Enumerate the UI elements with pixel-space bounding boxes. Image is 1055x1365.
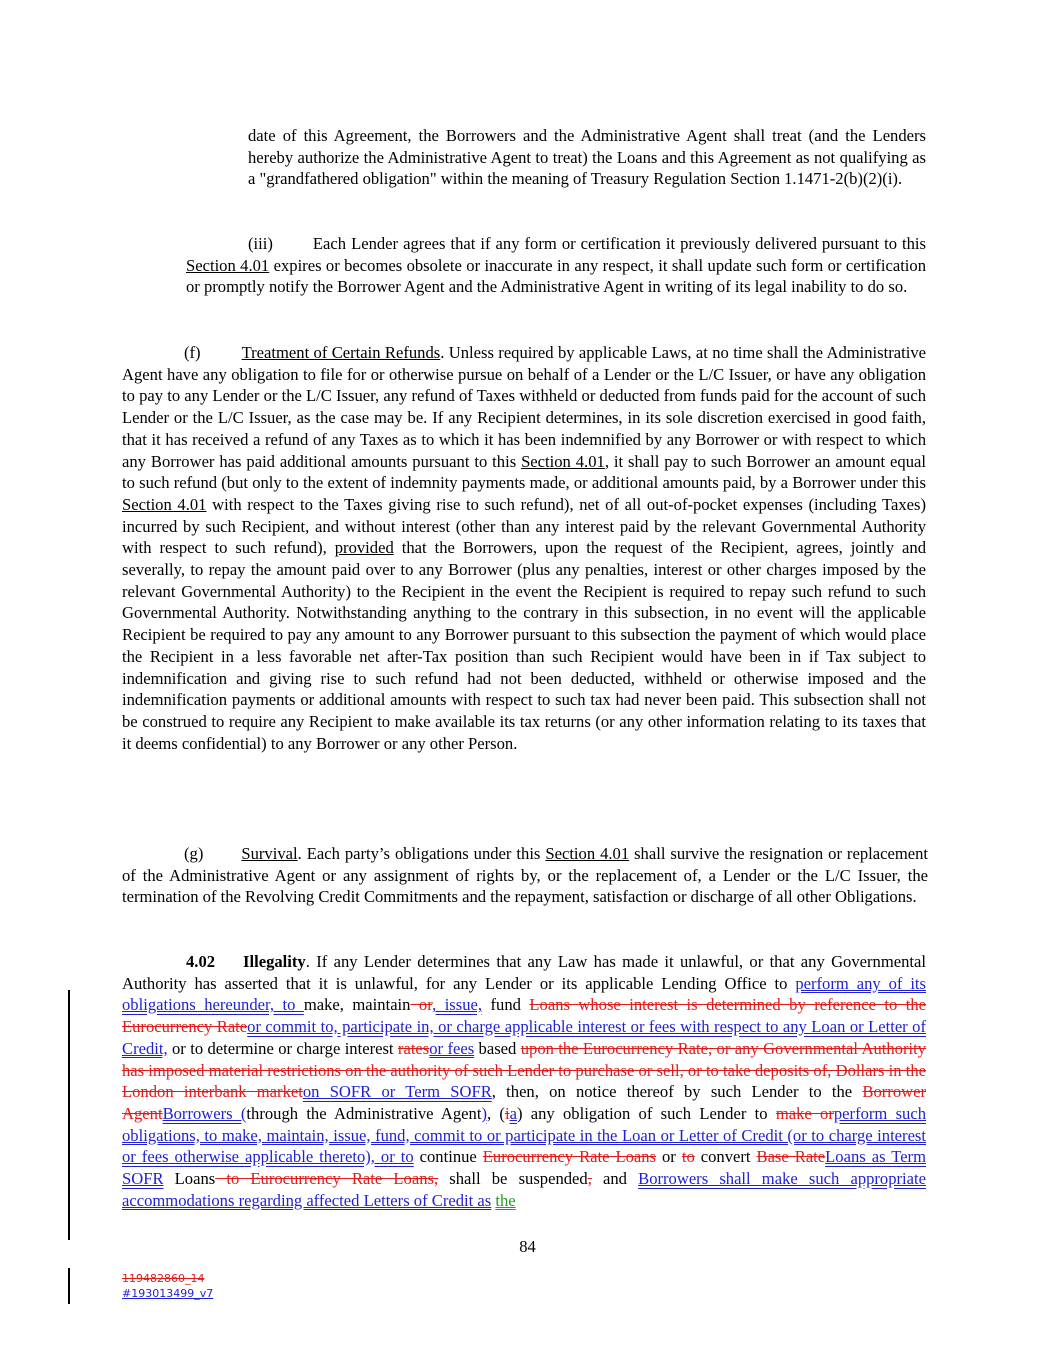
inserted-text: or commit to, participate in, or charge applicable interest or fees with respect to any Loan or Letter of Credit, (122, 1017, 926, 1058)
inserted-text: a (509, 1103, 517, 1123)
inserted-text: or fees (429, 1038, 475, 1058)
deleted-text: Loans whose interest is determined by reference to the Eurocurrency Rate (122, 995, 927, 1037)
inserted-text: Borrowers shall make such appropriate accommodations regarding affected Letters of Credit as (122, 1169, 927, 1210)
deleted-text: make or (775, 1103, 834, 1123)
deleted-text: Base Rate (756, 1147, 826, 1167)
section-4-02-illegality: 4.02 Illegality. If any Lender determines that any Law has made it unlawful, or that any Governmental Authority has asserted that it is unlawful, for any Lender or its applicable Lending Office to perform any of its obligations hereunder, to make, maintain or, issue, fund Loans whose interest is determined by reference to the Eurocurrency Rateor commit to, participate in, or charge applicable interest or fees with respect to any Loan or Letter of Credit, or to determine or charge interest ratesor fees based upon the Eurocurrency Rate, or any Governmental Authority has imposed material restrictions on the authority of such Lender to purchase or sell, or to take deposits of, Dollars in the London interbank marketon SOFR or Term SOFR, then, on notice thereof by such Lender to the Borrower AgentBorrowers (through the Administrative Agent), (ia) any obligation of such Lender to make orperform such obligations, to make, maintain, issue, fund, commit to or participate in the Loan or Letter of Credit (or to charge interest or fees otherwise applicable thereto), or to continue Eurocurrency Rate Loans or to convert Base RateLoans as Term SOFR Loans to Eurocurrency Rate Loans, shall be suspended, and Borrowers shall make such appropriate accommodations regarding affected Letters of Credit as the (122, 952, 927, 1210)
deleted-text: Borrower Agent (122, 1082, 926, 1123)
inserted-text: ) (481, 1103, 487, 1123)
deleted-text: upon the Eurocurrency Rate, or any Governmental Authority has imposed material restrictions on the authority of such Lender to purchase or sell, or to take deposits of, Dollars in the London interbank market (122, 1038, 926, 1102)
section-heading: Treatment of Certain Refunds (241, 343, 441, 362)
paragraph-f-refunds: (f) Treatment of Certain Refunds. Unless required by applicable Laws, at no time shall the Administrative Agent have any obligation to file for or otherwise pursue on behalf of a Lender or the L/C Issuer, or have any obligation to pay to any Lender or the L/C Issuer, any refund of Taxes withheld or deducted from funds paid for the account of such Lender or the L/C Issuer, as the case may be. If any Recipient determines, in its sole discretion exercised in good faith, that it has received a refund of any Taxes as to which it has been indemnified by any Borrower or with respect to which any Borrower has paid additional amounts pursuant to this Section 4.01, it shall pay to such Borrower an amount equal to such refund (but only to the extent of indemnity payments made, or additional amounts paid, by a Borrower under this Section 4.01 with respect to the Taxes giving rise to such refund), net of all out-of-pocket expenses (including Taxes) incurred by such Recipient, and without interest (other than any interest paid by the relevant Governmental Authority with respect to such refund), provided that the Borrowers, upon the request of the Recipient, agrees, jointly and severally, to repay the amount paid over to any Borrower (plus any penalties, interest or other charges imposed by the relevant Governmental Authority) to the Recipient in the event the Recipient is required to repay such refund to such Governmental Authority. Notwithstanding anything to the contrary in this subsection, in no event will the applicable Recipient be required to pay any amount to any Borrower pursuant to this subsection the payment of which would place the Recipient in a less favorable net after-Tax position than such Recipient would have been in if Tax subject to indemnification and giving rise to such refund had not been deducted, withheld or otherwise imposed and the indemnification payments or additional amounts with respect to such tax had never been paid. This subsection shall not be construed to require any Recipient to make available its tax returns (or any other information relating to its taxes that it deems confidential) to any Borrower or any other Person. (122, 343, 927, 753)
change-bar (68, 1268, 70, 1304)
paragraph-g-survival: (g) Survival. Each party’s obligations under this Section 4.01 shall survive the resignation or replacement of the Administrative Agent or any assignment of rights by, or the replacement of, a Lender or the L/C Issuer, the termination of the Revolving Credit Commitments and the repayment, satisfaction or discharge of all other Obligations. (122, 844, 929, 907)
inserted-text: , issue, (432, 995, 483, 1015)
change-bar (68, 990, 70, 1240)
clause-number: (iii) (248, 234, 273, 253)
deleted-text: Eurocurrency Rate Loans (482, 1147, 657, 1167)
old-document-id: 119482860_14 (122, 1272, 205, 1285)
inserted-text: on SOFR or Term SOFR (302, 1082, 492, 1102)
paragraph-iii: (iii) Each Lender agrees that if any form or certification it previously delivered pursuant to this Section 4.01 expires or becomes obsolete or inaccurate in any respect, it shall update such form or certification or promptly notify the Borrower Agent and the Administrative Agent in writing of its legal inability to do so. (186, 234, 927, 297)
clause-number: (g) (184, 844, 204, 863)
inserted-text: perform any of its obligations hereunder, to (122, 973, 926, 1015)
inserted-text: Loans as Term SOFR (122, 1147, 926, 1189)
deleted-text: to Eurocurrency Rate Loans, (215, 1169, 439, 1189)
paragraph-grandfathered: date of this Agreement, the Borrowers and the Administrative Agent shall treat (and the Lenders hereby authorize the Administrative Agent to treat) the Loans and this Agreement as not qualifying as a "grandfathered obligation" within the meaning of Treasury Regulation Section 1.1471-2(b)(2)(i). (248, 126, 926, 189)
inserted-text: perform such obligations, to make, maintain, issue, fund, commit to or participate in the Loan or Letter of Credit (or to charge interest or fees otherwise applicable thereto), or to (122, 1103, 927, 1167)
section-reference: Section 4.01 (122, 494, 207, 514)
deleted-text: or (410, 995, 433, 1015)
section-reference: Section 4.01 (521, 451, 605, 471)
new-document-id: #193013499_v7 (122, 1287, 214, 1300)
deleted-text: to (681, 1147, 695, 1167)
section-heading: Survival (241, 844, 298, 863)
deleted-text: rates (397, 1038, 430, 1058)
section-number: 4.02 (186, 952, 216, 971)
section-reference: Section 4.01 (186, 255, 270, 275)
section-heading: Illegality (243, 952, 306, 971)
clause-number: (f) (184, 343, 201, 362)
page-number: 84 (519, 1237, 536, 1256)
deleted-text: , (587, 1169, 592, 1189)
deleted-text: i (504, 1103, 510, 1123)
inserted-text: Borrowers ( (162, 1103, 247, 1123)
proviso-term: provided (334, 538, 394, 558)
moved-text: the (495, 1190, 516, 1210)
section-reference: Section 4.01 (545, 844, 630, 863)
